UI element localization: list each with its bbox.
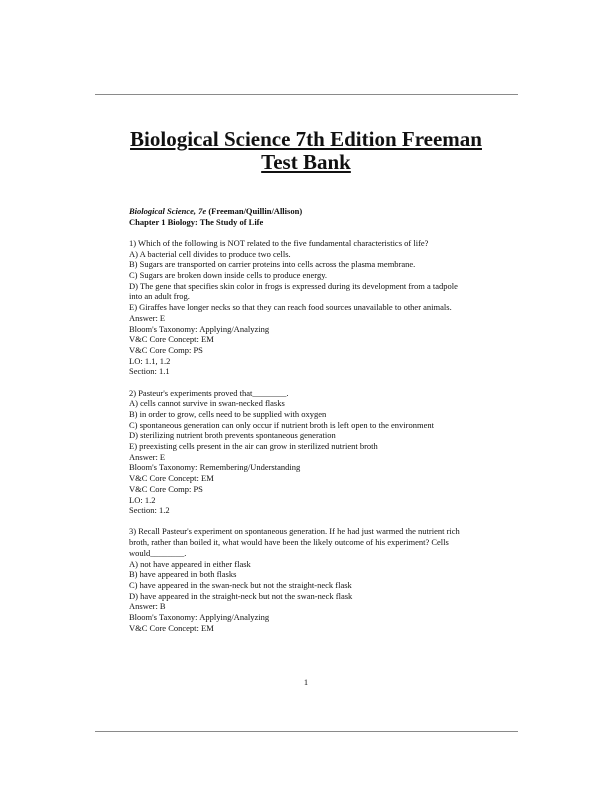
question-line: D) sterilizing nutrient broth prevents spontaneous generation xyxy=(129,430,336,441)
top-divider xyxy=(95,94,518,95)
question-line: D) The gene that specifies skin color in frogs is expressed during its development from a tadpole xyxy=(129,280,458,291)
question-line: A) cells cannot survive in swan-necked flasks xyxy=(129,398,285,409)
question-line: into an adult frog. xyxy=(129,291,190,302)
title-line-2: Test Bank xyxy=(261,150,351,174)
question-line: V&C Core Concept: EM xyxy=(129,622,214,633)
question-line: V&C Core Concept: EM xyxy=(129,334,214,345)
question-line: broth, rather than boiled it, what would have been the likely outcome of his experiment? Cells xyxy=(129,537,449,548)
question-line: Bloom's Taxonomy: Applying/Analyzing xyxy=(129,323,270,334)
question-line: 3) Recall Pasteur's experiment on spontaneous generation. If he had just warmed the nutrient rich xyxy=(129,526,460,537)
question-line: LO: 1.2 xyxy=(129,494,156,505)
question-line: 1) Which of the following is NOT related to the five fundamental characteristics of life? xyxy=(129,237,429,248)
question-line: Answer: E xyxy=(129,451,166,462)
question-line: would________. xyxy=(129,547,187,558)
book-title: Biological Science, 7e xyxy=(129,206,207,216)
question-line: B) in order to grow, cells need to be supplied with oxygen xyxy=(129,408,327,419)
question-line: A) A bacterial cell divides to produce two cells. xyxy=(129,248,291,259)
title-line-1: Biological Science 7th Edition Freeman xyxy=(130,127,482,151)
question-line: A) not have appeared in either flask xyxy=(129,558,251,569)
question-line: Section: 1.1 xyxy=(129,366,170,377)
book-authors: (Freeman/Quillin/Allison) xyxy=(206,206,303,216)
question-block xyxy=(129,238,499,377)
question-line: B) have appeared in both flasks xyxy=(129,569,237,580)
question-line: V&C Core Comp: PS xyxy=(129,483,203,494)
question-block xyxy=(129,526,499,633)
question-line: V&C Core Concept: EM xyxy=(129,473,214,484)
document-title xyxy=(80,128,532,174)
question-line: C) Sugars are broken down inside cells to produce energy. xyxy=(129,270,328,281)
question-line: Bloom's Taxonomy: Applying/Analyzing xyxy=(129,612,270,623)
bottom-divider xyxy=(95,731,518,732)
question-line: C) have appeared in the swan-neck but not the straight-neck flask xyxy=(129,580,352,590)
question-line: Bloom's Taxonomy: Remembering/Understanding xyxy=(129,462,301,473)
chapter-heading: Chapter 1 Biology: The Study of Life xyxy=(129,216,264,227)
question-line: D) have appeared in the straight-neck but not the swan-neck flask xyxy=(129,590,353,601)
question-line: B) Sugars are transported on carrier proteins into cells across the plasma membrane. xyxy=(129,259,416,270)
question-line: Answer: E xyxy=(129,312,166,323)
page-content xyxy=(129,206,499,634)
page-number: 1 xyxy=(303,677,309,687)
question-line: Section: 1.2 xyxy=(129,505,170,516)
question-line: C) spontaneous generation can only occur if nutrient broth is left open to the environment xyxy=(129,419,434,430)
question-block xyxy=(129,388,499,516)
question-line: LO: 1.1, 1.2 xyxy=(129,355,171,366)
question-line: V&C Core Comp: PS xyxy=(129,344,203,355)
question-line: E) preexisting cells present in the air can grow in sterilized nutrient broth xyxy=(129,441,378,452)
question-line: E) Giraffes have longer necks so that they can reach food sources unavailable to other animals. xyxy=(129,302,452,313)
question-line: Answer: B xyxy=(129,601,166,612)
question-line: 2) Pasteur's experiments proved that________. xyxy=(129,387,289,398)
book-line xyxy=(129,206,499,217)
question-list xyxy=(129,238,499,634)
